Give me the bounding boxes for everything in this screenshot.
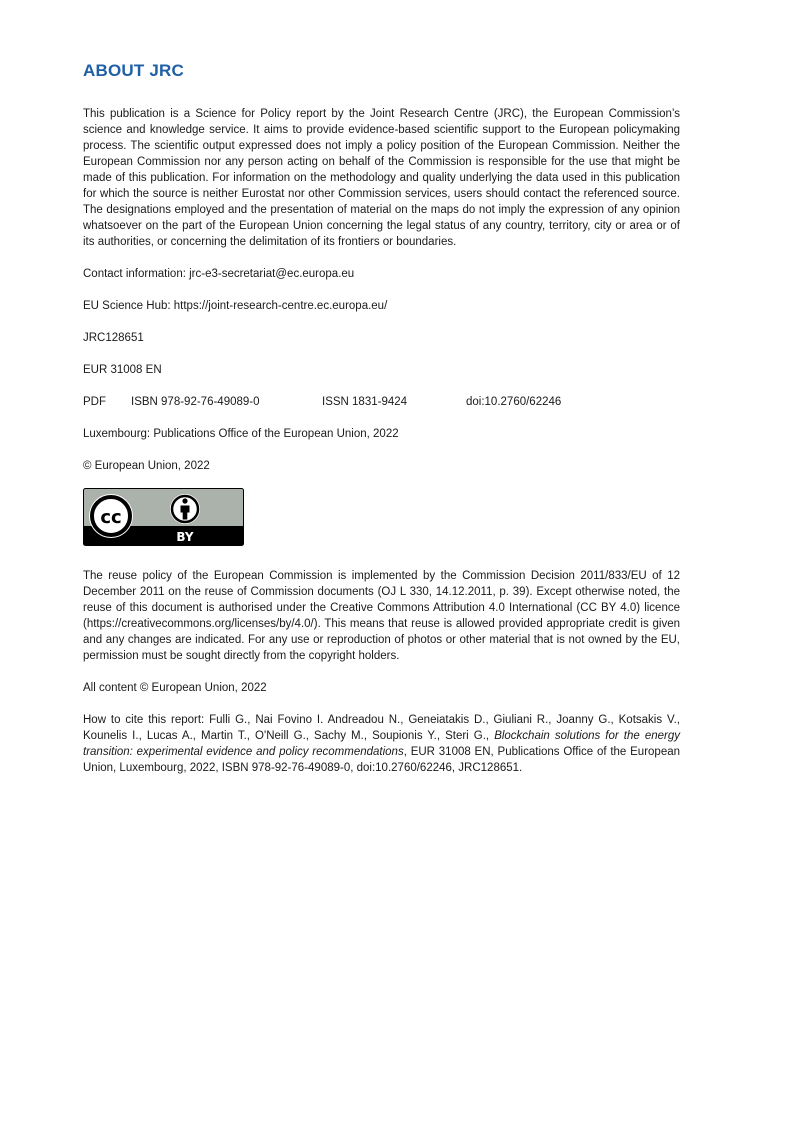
- eur-number: EUR 31008 EN: [83, 364, 162, 376]
- science-hub-link: EU Science Hub: https://joint-research-centre.ec.europa.eu/: [83, 300, 388, 312]
- citation-paragraph: [83, 712, 680, 776]
- doi-value: doi:10.2760/62246: [466, 396, 562, 408]
- citation-details: , EUR 31008 EN, Publications Office of the European Union, Luxembourg, 2022, ISBN 978-92-76-49089-0, doi:10.2760/62246, JRC128651.: [83, 746, 681, 774]
- isbn-value: ISBN 978-92-76-49089-0: [131, 396, 260, 408]
- by-letters: BY: [176, 530, 194, 544]
- jrc-number: JRC128651: [83, 332, 144, 344]
- intro-paragraph: This publication is a Science for Policy report by the Joint Research Centre (JRC), the European Commission’s science and knowledge service. It aims to provide evidence-based scientific support to the European policymaking process. The scientific output expressed does not imply a policy position of the European Commission. Neither the European Commission nor any person acting on behalf of the Commission is responsible for the use that might be made of this publication. For information on the methodology and quality underlying the data used in this publication for which the source is neither Eurostat nor other Commission services, users should contact the referenced source. The designations employed and the presentation of material on the maps do not imply the expression of any opinion whatsoever on the part of the European Union concerning the legal status of any country, territory, city or area or of its authorities, or concerning the delimitation of its frontiers or boundaries.: [83, 108, 680, 248]
- pdf-format-label: PDF: [83, 396, 106, 408]
- all-content-copyright: All content © European Union, 2022: [83, 682, 267, 694]
- contact-information: Contact information: jrc-e3-secretariat@ec.europa.eu: [83, 268, 355, 280]
- pdf-identifiers-row: [83, 394, 680, 410]
- issn-value: ISSN 1831-9424: [322, 396, 408, 408]
- cc-letters: cc: [100, 507, 122, 528]
- copyright-line: © European Union, 2022: [83, 460, 210, 472]
- citation-title: Blockchain solutions for the energy transition: experimental evidence and policy recommendations: [83, 730, 681, 758]
- reuse-policy-paragraph: The reuse policy of the European Commission is implemented by the Commission Decision 2011/833/EU of 12 December 2011 on the reuse of Commission documents (OJ L 330, 14.12.2011, p. 39). Except otherwise noted, the reuse of this document is authorised under the Creative Commons Attribution 4.0 International (CC BY 4.0) licence (https://creativecommons.org/licenses/by/4.0/). This means that reuse is allowed provided appropriate credit is given and any changes are indicated. For any use or reproduction of photos or other material that is not owned by the EU, permission must be sought directly from the copyright holders.: [83, 570, 680, 662]
- cc-by-licence-icon: [83, 488, 244, 546]
- page-content: [83, 60, 680, 776]
- publisher-line: Luxembourg: Publications Office of the European Union, 2022: [83, 428, 399, 440]
- page-title: ABOUT JRC: [83, 61, 184, 80]
- citation-authors: How to cite this report: Fulli G., Nai Fovino I. Andreadou N., Geneiatakis D., Giuliani R., Joanny G., Kotsakis V., Kounelis I., Lucas A., Martin T., O'Neill G., Sachy M., Soupionis Y., Steri G.,: [83, 714, 680, 742]
